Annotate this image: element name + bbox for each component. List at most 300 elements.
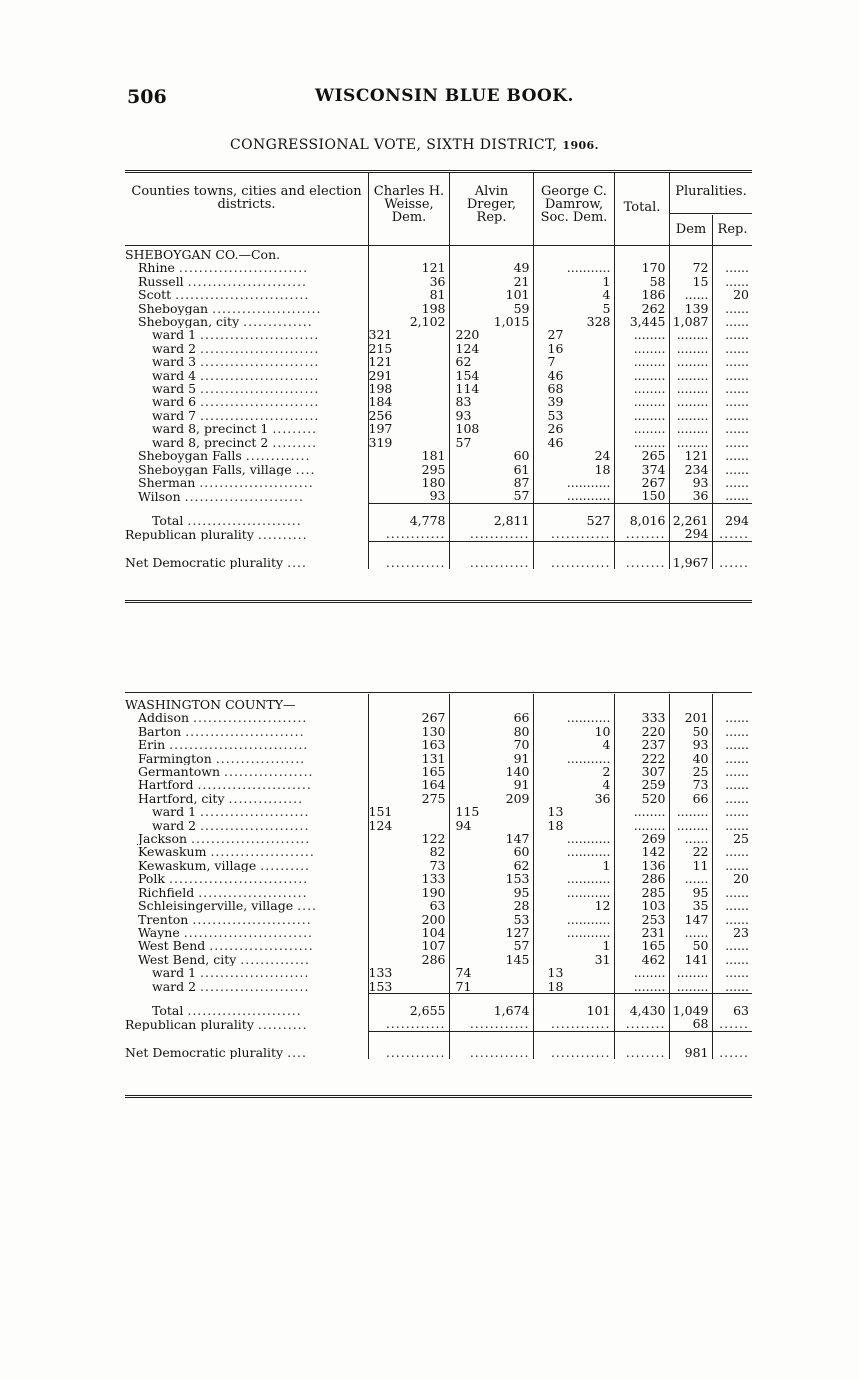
total-cell: 259 — [614, 778, 669, 791]
dem-plurality-cell: 15 — [669, 275, 712, 288]
weisse-val: 286 — [421, 952, 446, 967]
leader-dots: ............................ — [169, 738, 309, 752]
weisse-cell — [368, 913, 449, 926]
total-cell: 136 — [614, 859, 669, 872]
leader-dots: ..................... — [209, 939, 314, 953]
rep-plurality-cell: ...... — [712, 409, 752, 422]
row-name: ward 1 — [152, 328, 197, 342]
total-cell: ........ — [614, 819, 669, 832]
total-cell: 237 — [614, 738, 669, 751]
dreger-val: 145 — [505, 952, 530, 967]
leader-dots: .................. — [224, 765, 314, 779]
weisse-val: 163 — [421, 738, 446, 752]
rep-plurality-cell: 20 — [712, 288, 752, 301]
sheboygan-bottom-rule — [125, 600, 752, 603]
row-name: Rhine — [138, 261, 175, 275]
weisse-cell — [368, 832, 449, 845]
table-row — [125, 966, 752, 979]
dreger-val: 28 — [513, 899, 530, 913]
damrow-cell — [533, 939, 614, 952]
weisse-val: 198 — [421, 301, 446, 316]
total-cell: ........ — [614, 369, 669, 382]
net-label — [125, 1031, 368, 1059]
total-cell: ........ — [614, 436, 669, 449]
damrow-cell — [533, 328, 614, 341]
weisse-cell — [368, 953, 449, 966]
row-name: Farmington — [138, 751, 212, 766]
rep-plurality-cell: ...... — [712, 261, 752, 274]
leader-dots: ........................ — [200, 355, 320, 369]
weisse-cell — [368, 382, 449, 395]
dem-plurality-cell: 40 — [669, 752, 712, 765]
damrow-sub: 68 — [547, 382, 564, 396]
dem-plurality-cell: 72 — [669, 261, 712, 274]
table-row — [125, 819, 752, 832]
damrow-cell — [533, 926, 614, 939]
row-name: Total — [152, 1002, 184, 1018]
leader-dots: ...................... — [200, 805, 310, 819]
row-name: West Bend — [138, 939, 206, 953]
damrow-val: ........... — [566, 845, 611, 859]
weisse-val: 275 — [421, 791, 446, 806]
weisse-cell — [368, 725, 449, 738]
dreger-cell — [449, 395, 533, 408]
dreger-sub: 93 — [455, 408, 472, 423]
row-name: Net Democratic plurality — [125, 554, 284, 569]
leader-dots: ..................... — [210, 845, 315, 859]
leader-dots: ........................ — [192, 912, 312, 926]
total-cell: 170 — [614, 261, 669, 274]
total-cell: 186 — [614, 288, 669, 301]
total-row — [125, 993, 752, 1017]
row-name: Total — [152, 512, 184, 528]
row-name: ward 1 — [152, 966, 197, 980]
leader-dots: ........................ — [184, 489, 304, 504]
weisse-sub: 151 — [368, 805, 393, 819]
leader-dots: .................. — [215, 751, 306, 766]
table-row — [125, 261, 752, 274]
dreger-cell — [449, 302, 533, 315]
total-cell: ........ — [614, 342, 669, 355]
table-row — [125, 886, 752, 899]
dreger-sub: 115 — [455, 805, 480, 819]
dreger-cell — [449, 369, 533, 382]
dem-plurality-cell: 234 — [669, 463, 712, 476]
dem-plurality-cell: 1,087 — [669, 315, 712, 328]
table-row — [125, 395, 752, 408]
weisse-val: 104 — [421, 925, 446, 940]
damrow-val: 1 — [602, 858, 611, 873]
rep-plurality-cell: ...... — [712, 328, 752, 341]
dreger-cell — [449, 328, 533, 341]
row-name: ward 3 — [152, 355, 197, 369]
damrow-cell — [533, 261, 614, 274]
weisse-val: 181 — [421, 449, 446, 463]
row-label — [125, 328, 368, 341]
row-label — [125, 422, 368, 435]
row-name: Richfield — [138, 885, 195, 900]
damrow-cell — [533, 409, 614, 422]
dreger-val: 61 — [513, 462, 530, 476]
dreger-val: 101 — [505, 288, 530, 302]
rep-plurality-cell: ...... — [712, 953, 752, 966]
dreger-sub: 220 — [455, 328, 480, 342]
rep-plurality-cell: ...... — [712, 939, 752, 952]
total-damrow: 527 — [533, 503, 614, 527]
weisse-sub: 215 — [368, 341, 393, 356]
total-cell: ........ — [614, 328, 669, 341]
weisse-cell — [368, 355, 449, 368]
weisse-cell — [368, 819, 449, 832]
damrow-val: ........... — [566, 912, 611, 926]
rep-plurality-cell: ...... — [712, 819, 752, 832]
row-label — [125, 805, 368, 818]
table-row — [125, 926, 752, 939]
row-label — [125, 832, 368, 845]
weisse-val: 130 — [421, 724, 446, 739]
damrow-val: 4 — [602, 738, 611, 752]
row-label — [125, 953, 368, 966]
dem-plurality-cell: 25 — [669, 765, 712, 778]
row-name: Schleisingerville, village — [138, 899, 294, 913]
damrow-sub: 13 — [547, 966, 564, 980]
total-rep: 294 — [712, 503, 752, 527]
net-row: Net Democratic plurality .... ............ ............ ............ ........ 981 ...... — [125, 1031, 752, 1059]
damrow-sub: 53 — [547, 408, 564, 423]
total-cell: ........ — [614, 966, 669, 979]
dem-plurality-cell: ...... — [669, 832, 712, 845]
damrow-cell — [533, 476, 614, 489]
dreger-val: 91 — [513, 751, 530, 766]
row-label — [125, 966, 368, 979]
weisse-cell — [368, 436, 449, 449]
row-label — [125, 886, 368, 899]
dem-plurality-cell: 35 — [669, 899, 712, 912]
rep-plurality-cell: ...... — [712, 886, 752, 899]
dreger-sub: 94 — [455, 818, 472, 833]
dreger-sub: 62 — [455, 355, 472, 369]
dreger-val: 91 — [513, 778, 530, 792]
dreger-val: 209 — [505, 791, 530, 806]
dem-plurality-cell: 201 — [669, 711, 712, 724]
row-label — [125, 436, 368, 449]
dreger-val: 60 — [513, 449, 530, 463]
dreger-cell — [449, 275, 533, 288]
dem-plurality-cell: ...... — [669, 288, 712, 301]
row-label — [125, 899, 368, 912]
table-row — [125, 449, 752, 462]
leader-dots: ........................ — [187, 274, 308, 289]
rep-plurality-cell: ...... — [712, 463, 752, 476]
dreger-val: 60 — [513, 845, 530, 859]
row-name: Germantown — [138, 765, 221, 779]
dreger-cell — [449, 436, 533, 449]
table-row — [125, 778, 752, 791]
weisse-cell — [368, 288, 449, 301]
weisse-cell — [368, 489, 449, 503]
total-cell: ........ — [614, 395, 669, 408]
dem-plurality-cell: ........ — [669, 328, 712, 341]
total-total: 8,016 — [614, 503, 669, 527]
dreger-cell — [449, 288, 533, 301]
total-cell: 142 — [614, 845, 669, 858]
damrow-val: ........... — [566, 751, 611, 766]
dreger-cell — [449, 711, 533, 724]
damrow-val: ........... — [566, 925, 611, 940]
leader-dots: ........................ — [185, 724, 305, 739]
weisse-cell — [368, 939, 449, 952]
weisse-cell — [368, 738, 449, 751]
total-weisse: 4,778 — [368, 503, 449, 527]
total-weisse: 2,655 — [368, 993, 449, 1017]
table-title-text: CONGRESSIONAL VOTE, SIXTH DISTRICT, — [230, 137, 558, 153]
table-row — [125, 872, 752, 885]
leader-dots: ............................ — [169, 872, 309, 886]
total-label — [125, 503, 368, 527]
damrow-cell — [533, 953, 614, 966]
weisse-val: 165 — [421, 765, 446, 779]
table-row — [125, 288, 752, 301]
table-row — [125, 845, 752, 858]
weisse-sub: 124 — [368, 818, 393, 833]
leader-dots: ...................... — [200, 818, 310, 833]
dreger-cell — [449, 422, 533, 435]
damrow-val: 10 — [594, 724, 611, 739]
damrow-val: 31 — [594, 952, 611, 967]
damrow-val: ........... — [566, 489, 611, 504]
row-label — [125, 489, 368, 503]
dem-plurality-cell: ........ — [669, 819, 712, 832]
rep-plurality-cell: ...... — [712, 436, 752, 449]
dreger-sub: 124 — [455, 341, 480, 356]
row-name: Jackson — [138, 832, 188, 846]
dreger-cell — [449, 805, 533, 818]
total-dem: 2,261 — [669, 503, 712, 527]
row-name: ward 4 — [152, 368, 197, 383]
row-name: Kewaskum — [138, 845, 207, 859]
leader-dots: ...................... — [200, 966, 310, 980]
row-name: ward 5 — [152, 382, 197, 396]
leader-dots: ........................... — [175, 288, 310, 302]
dem-plurality-cell: ........ — [669, 422, 712, 435]
rep-plurality-value: 294 — [669, 527, 712, 541]
total-dreger: 2,811 — [449, 503, 533, 527]
total-cell: ........ — [614, 409, 669, 422]
row-name: ward 7 — [152, 408, 197, 423]
total-cell: ........ — [614, 805, 669, 818]
damrow-cell — [533, 845, 614, 858]
weisse-sub: 153 — [368, 979, 393, 994]
weisse-cell — [368, 765, 449, 778]
damrow-sub: 46 — [547, 435, 564, 450]
row-name: Sheboygan Falls — [138, 449, 242, 463]
rep-plurality-cell: 23 — [712, 926, 752, 939]
dreger-val: 95 — [513, 885, 530, 900]
damrow-cell — [533, 711, 614, 724]
table-row — [125, 899, 752, 912]
total-cell: 285 — [614, 886, 669, 899]
weisse-sub: 121 — [368, 355, 393, 369]
rep-plurality-cell: 25 — [712, 832, 752, 845]
damrow-sub: 16 — [547, 341, 564, 356]
rep-plurality-cell: ...... — [712, 369, 752, 382]
leader-dots: .... — [287, 1044, 308, 1060]
book-title: WISCONSIN BLUE BOOK. — [315, 86, 574, 106]
dreger-cell — [449, 899, 533, 912]
damrow-val: 328 — [586, 315, 611, 329]
table-row — [125, 738, 752, 751]
row-name: ward 8, precinct 1 — [152, 422, 269, 436]
damrow-cell — [533, 315, 614, 328]
dreger-val: 1,015 — [493, 315, 530, 329]
row-name: Sheboygan Falls, village — [138, 462, 292, 476]
col-total-header: Total. — [614, 173, 669, 245]
damrow-val: ........... — [566, 885, 611, 900]
row-label — [125, 382, 368, 395]
leader-dots: ....................... — [187, 1002, 302, 1018]
weisse-val: 267 — [421, 711, 446, 725]
weisse-cell — [368, 261, 449, 274]
damrow-cell — [533, 355, 614, 368]
table-row — [125, 476, 752, 489]
table-row — [125, 980, 752, 994]
damrow-cell — [533, 422, 614, 435]
table-row — [125, 805, 752, 818]
dreger-cell — [449, 725, 533, 738]
damrow-cell — [533, 752, 614, 765]
dem-plurality-cell: ........ — [669, 395, 712, 408]
dreger-val: 62 — [513, 858, 530, 873]
weisse-cell — [368, 328, 449, 341]
rep-plurality-cell: ...... — [712, 422, 752, 435]
rep-plurality-cell: ...... — [712, 382, 752, 395]
rep-plurality-cell: ...... — [712, 778, 752, 791]
weisse-cell — [368, 369, 449, 382]
dreger-val: 66 — [513, 711, 530, 725]
net-row: Net Democratic plurality .... ............ ............ ............ ........ 1,967 ...... — [125, 541, 752, 569]
table-row — [125, 752, 752, 765]
dreger-cell — [449, 489, 533, 503]
damrow-cell — [533, 832, 614, 845]
damrow-cell — [533, 275, 614, 288]
weisse-cell — [368, 899, 449, 912]
rep-plurality-cell: ...... — [712, 342, 752, 355]
total-cell: 253 — [614, 913, 669, 926]
table-row — [125, 302, 752, 315]
leader-dots: ........................ — [200, 408, 320, 423]
rep-plurality-cell: ...... — [712, 752, 752, 765]
damrow-cell — [533, 765, 614, 778]
dreger-val: 49 — [513, 261, 530, 275]
damrow-val: ........... — [566, 261, 611, 275]
total-cell: ........ — [614, 422, 669, 435]
dreger-cell — [449, 463, 533, 476]
dreger-cell — [449, 859, 533, 872]
weisse-sub: 198 — [368, 382, 393, 396]
weisse-val: 295 — [421, 462, 446, 476]
dem-plurality-cell: 95 — [669, 886, 712, 899]
leader-dots: ........................ — [200, 328, 320, 342]
row-label — [125, 315, 368, 328]
leader-dots: .......... — [257, 1017, 308, 1032]
table-row — [125, 422, 752, 435]
dem-plurality-cell: 93 — [669, 476, 712, 489]
damrow-cell — [533, 819, 614, 832]
weisse-cell — [368, 275, 449, 288]
weisse-sub: 256 — [368, 408, 393, 423]
leader-dots: ........................ — [191, 832, 311, 846]
dreger-cell — [449, 966, 533, 979]
row-name: Sheboygan, city — [138, 315, 240, 329]
total-cell: 269 — [614, 832, 669, 845]
row-name: Republican plurality — [125, 1017, 254, 1032]
weisse-sub: 319 — [368, 435, 393, 450]
rep-plurality-cell: ...... — [712, 302, 752, 315]
leader-dots: ........................ — [200, 395, 320, 409]
table-row — [125, 711, 752, 724]
rep-plurality-cell: ...... — [712, 725, 752, 738]
weisse-cell — [368, 859, 449, 872]
row-name: Hartford — [138, 778, 194, 792]
total-cell: 286 — [614, 872, 669, 885]
table-row — [125, 382, 752, 395]
col-pluralities-header: Pluralities. — [669, 173, 752, 245]
weisse-cell — [368, 752, 449, 765]
damrow-cell — [533, 395, 614, 408]
rep-plurality-cell: ...... — [712, 476, 752, 489]
dreger-cell — [449, 355, 533, 368]
row-label — [125, 711, 368, 724]
leader-dots: ............... — [228, 791, 304, 806]
row-label — [125, 449, 368, 462]
weisse-val: 200 — [421, 912, 446, 926]
leader-dots: ........................ — [200, 341, 320, 356]
dreger-cell — [449, 409, 533, 422]
total-label — [125, 993, 368, 1017]
damrow-val: 5 — [602, 301, 611, 316]
table-row — [125, 725, 752, 738]
row-name: ward 8, precinct 2 — [152, 435, 269, 450]
dreger-val: 57 — [513, 939, 530, 953]
weisse-sub: 321 — [368, 328, 393, 342]
leader-dots: .......... — [257, 527, 308, 542]
weisse-cell — [368, 805, 449, 818]
col-weisse-header: Charles H. Weisse, Dem. — [368, 173, 449, 245]
row-label — [125, 463, 368, 476]
row-name: ward 1 — [152, 805, 197, 819]
weisse-val: 190 — [421, 885, 446, 900]
damrow-cell — [533, 738, 614, 751]
weisse-val: 36 — [429, 274, 446, 289]
table-row — [125, 832, 752, 845]
leader-dots: ...................... — [200, 979, 310, 994]
row-name: ward 2 — [152, 979, 197, 994]
leader-dots: .... — [295, 462, 316, 476]
damrow-val: ........... — [566, 475, 611, 490]
row-label — [125, 261, 368, 274]
dreger-cell — [449, 315, 533, 328]
row-label — [125, 395, 368, 408]
row-name: Barton — [138, 724, 182, 739]
total-cell: 231 — [614, 926, 669, 939]
row-name: Erin — [138, 738, 166, 752]
col-dreger-header: Alvin Dreger, Rep. — [449, 173, 533, 245]
dreger-val: 59 — [513, 301, 530, 316]
damrow-val: 4 — [602, 288, 611, 302]
damrow-cell — [533, 913, 614, 926]
table-row — [125, 369, 752, 382]
dreger-sub: 154 — [455, 368, 480, 383]
